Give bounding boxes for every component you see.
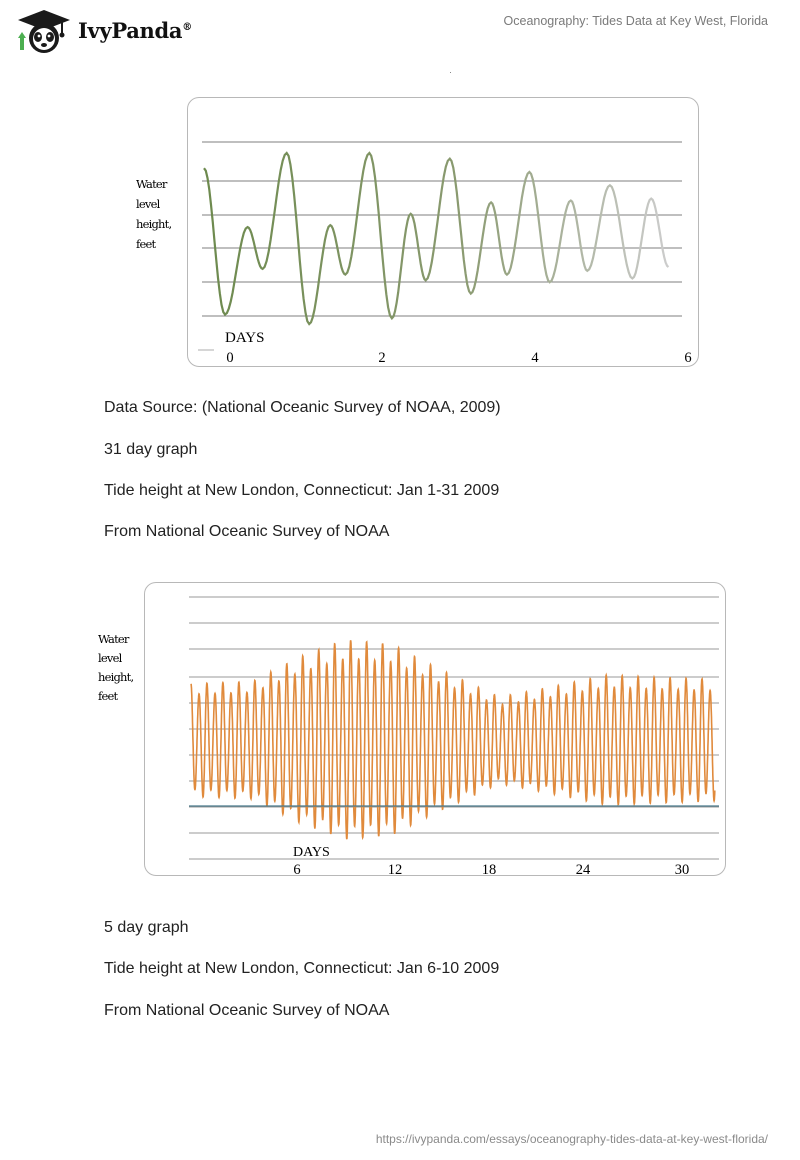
tide-chart-31-day [144, 582, 726, 876]
graph-caption-5-day: 5 day graph [104, 919, 189, 936]
chart2-x-axis-title: DAYS [293, 845, 330, 860]
stray-dot [450, 72, 451, 73]
chart2-y-axis-label [98, 630, 133, 706]
chart1-x-tick-6: 6 [684, 350, 692, 366]
chart1-x-tick-0: 0 [226, 350, 234, 366]
chart2-x-tick-6: 6 [293, 862, 301, 878]
chart1-tide-series-line [204, 153, 669, 324]
graph-description-5-day: Tide height at New London, Connecticut: Jan 6-10 2009 [104, 960, 500, 977]
brand-name: IvyPanda® [78, 18, 192, 43]
chart2-ylabel-line-2: level [98, 651, 122, 665]
graph-source-31-day: From National Oceanic Survey of NOAA [104, 523, 390, 540]
brand-logo[interactable] [14, 8, 244, 54]
chart2-ylabel-line-3: height, [98, 670, 134, 684]
chart1-ylabel-line-4: feet [136, 237, 156, 251]
chart2-x-tick-12: 12 [387, 862, 403, 878]
chart1-ylabel-line-1: Water [136, 177, 167, 191]
data-source-text: Data Source: (National Oceanic Survey of NOAA, 2009) [104, 399, 501, 416]
chart2-x-tick-18: 18 [481, 862, 497, 878]
chart2-tide-series-line [191, 640, 715, 839]
chart1-x-tick-2: 2 [378, 350, 386, 366]
document-title: Oceanography: Tides Data at Key West, Florida [503, 14, 768, 28]
source-url-link[interactable]: https://ivypanda.com/essays/oceanography-tides-data-at-key-west-florida/ [375, 1132, 768, 1146]
chart2-x-tick-24: 24 [575, 862, 591, 878]
tide-chart-5-day-plot [188, 98, 698, 366]
panda-logo-icon [14, 8, 70, 54]
chart2-ylabel-line-4: feet [98, 689, 118, 703]
graph-description-31-day: Tide height at New London, Connecticut: Jan 1-31 2009 [104, 482, 500, 499]
chart2-ylabel-line-1: Water [98, 632, 129, 646]
tide-chart-5-day [187, 97, 699, 367]
graph-caption-31-day: 31 day graph [104, 441, 198, 458]
chart2-x-tick-30: 30 [674, 862, 690, 878]
graph-source-5-day: From National Oceanic Survey of NOAA [104, 1002, 390, 1019]
tide-chart-31-day-plot [145, 583, 725, 875]
page-header [0, 0, 800, 62]
chart1-x-tick-4: 4 [531, 350, 539, 366]
chart1-ylabel-line-3: height, [136, 217, 172, 231]
chart1-x-axis-title: DAYS [225, 330, 265, 346]
chart1-y-axis-label [136, 174, 171, 254]
chart1-ylabel-line-2: level [136, 197, 160, 211]
